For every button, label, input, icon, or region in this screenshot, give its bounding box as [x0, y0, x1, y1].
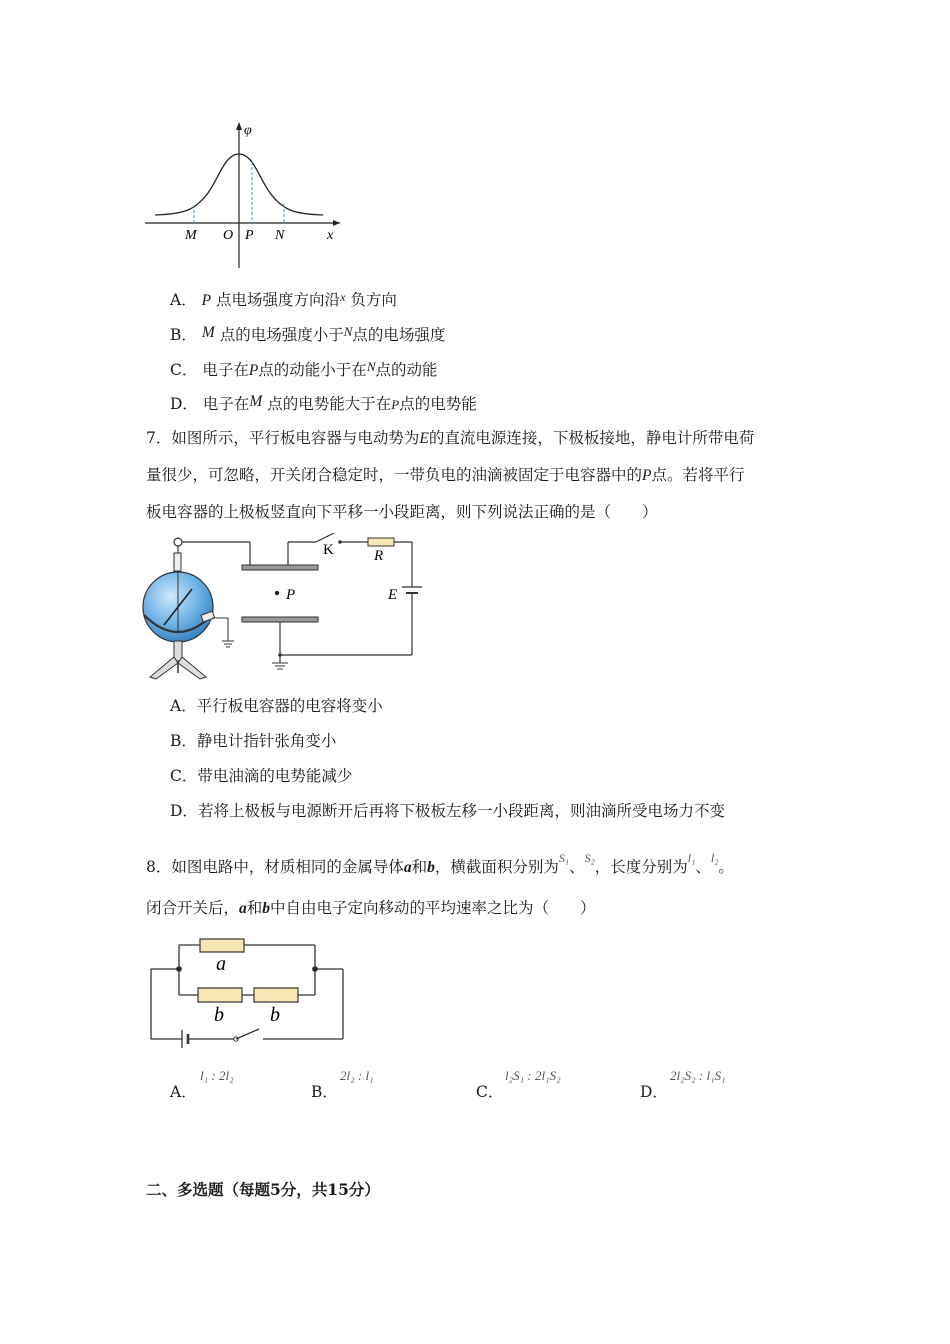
q7-option-d: D．若将上极板与电源断开后再将下极板左移一小段距离，则油滴所受电场力不变 [170, 802, 725, 820]
q6-option-c: C． 电子在P点的动能小于在$^N$点的动能 [170, 359, 438, 379]
q8-option-d-value: 2l₂S₂ : l₁S₁ [670, 1068, 726, 1083]
q6-option-d: D． 电子在M 点的电势能大于在P点的电势能 [170, 393, 477, 413]
q8-option-c-value: l₂S₁ : 2l₁S₂ [505, 1068, 561, 1083]
q6-option-a: A． P 点电场强度方向沿$^x$ 负方向 [170, 290, 397, 309]
q8-option-b-value: 2l₂ : l₁ [340, 1068, 374, 1083]
q7-stem-line3: 板电容器的上极板竖直向下平移一小段距离，则下列说法正确的是（ ） [146, 503, 658, 521]
point-P-label: P [286, 587, 296, 603]
q7-option-a: A．平行板电容器的电容将变小 [170, 697, 383, 715]
q8-option-d: D． [640, 1083, 668, 1101]
q8-option-b: B． [311, 1083, 338, 1101]
label-N: N [275, 228, 285, 243]
q7-option-b: B．静电计指针张角变小 [170, 732, 337, 750]
switch-K-label: K [323, 542, 334, 558]
section-2-title: 二、多选题（每题5分，共15分） [146, 1180, 380, 1199]
label-M: M [185, 228, 197, 243]
potential-graph [140, 118, 350, 270]
resistor-circuit-figure [146, 932, 351, 1052]
q7-stem-line2: 量很少，可忽略，开关闭合稳定时，一带负电的油滴被固定于电容器中的P点。若将平行 [146, 466, 745, 484]
q8-stem-line1: 8．如图电路中，材质相同的金属导体a和b，横截面积分别为$^{S_1}$、$^{S_2}$，长度分别为$^{l_1}$、$^{l_2}$。 [146, 851, 734, 876]
conductor-b-label-2: b [270, 1004, 280, 1026]
capacitor-circuit-figure [140, 533, 425, 681]
q7-option-c: C．带电油滴的电势能减少 [170, 767, 353, 785]
label-O: O [223, 228, 234, 243]
q8-option-a-value: l₁ : 2l₂ [200, 1068, 234, 1083]
phi-label: φ [244, 123, 252, 138]
resistor-R-label: R [374, 548, 384, 564]
conductor-a-label: a [216, 953, 226, 975]
x-axis-label: x [327, 228, 334, 243]
q6-option-b: B． M 点的电场强度小于$^N$点的电场强度 [170, 324, 446, 344]
q8-option-a: A． [170, 1083, 197, 1101]
q8-stem-line2: 闭合开关后，a和b中自由电子定向移动的平均速率之比为（ ） [146, 899, 596, 917]
q8-option-c: C． [476, 1083, 504, 1101]
battery-E-label: E [388, 587, 398, 603]
conductor-b-label-1: b [214, 1004, 224, 1026]
label-P: P [245, 228, 254, 243]
q7-stem-line1: 7．如图所示，平行板电容器与电动势为E的直流电源连接，下极板接地，静电计所带电荷 [146, 429, 755, 447]
